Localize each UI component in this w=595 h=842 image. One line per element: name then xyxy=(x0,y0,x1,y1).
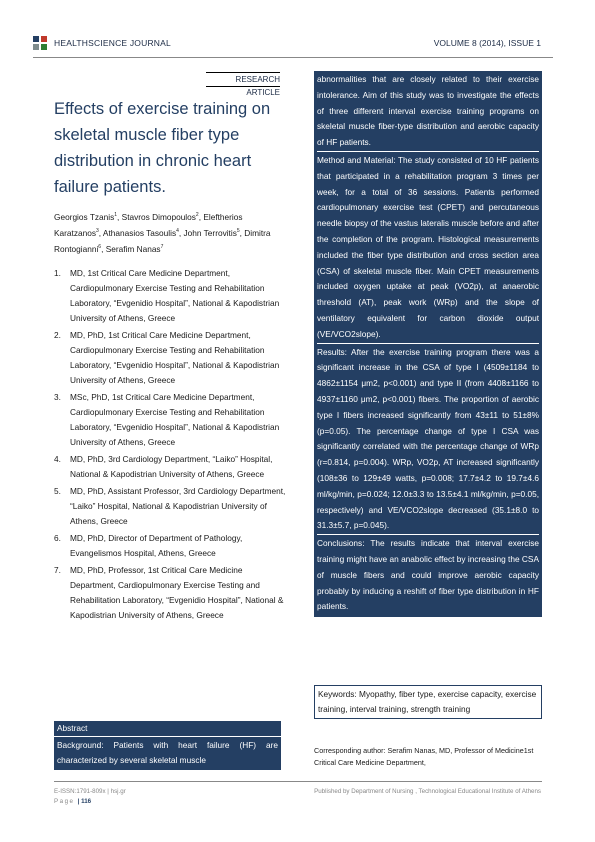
affiliation-item: 4. MD, PhD, 3rd Cardiology Department, “Laiko” Hospital, National & Kapodistrian University of Athens, Greece xyxy=(54,454,273,479)
author: Dimitra Rontogianni$^6$, xyxy=(54,228,271,255)
footer-divider xyxy=(54,781,542,782)
abstract-methods: Method and Material: The study consisted of 10 HF patients that participated in a rehabilitation program 3 times per week, for a total of 36 sessions. Patients performed cardiopulmonary exercise test (CPET) and percutaneous needle biopsy of the vastus lateralis muscle before and after the completion of the program. Histological measurements included the fiber type distribution and cross section area (CSA) of skeletal muscle fiber. Main CPET measurements included oxygen uptake at peak (VO2p), at anaerobic threshold (AT), peak work (WRp) and the slope of ventilatory equivalent for carbon dioxide output (VE/VCO2slope). xyxy=(317,151,539,343)
publisher-label: Published by Department of Nursing , Technological Educational Institute of Athens xyxy=(314,788,541,795)
affiliation-item: 6. MD, PhD, Director of Department of Pathology, Evangelismos Hospital, Athens, Greece xyxy=(54,533,243,558)
volume-issue: VOLUME 8 (2014), ISSUE 1 xyxy=(433,38,541,48)
author: Stavros Dimopoulos$^2$, xyxy=(121,211,204,222)
abstract-body xyxy=(314,71,542,617)
affiliation-item: 2. MD, PhD, 1st Critical Care Medicine Department, Cardiopulmonary Exercise Testing and Rehabilitation Laboratory, “Evgenidio Hospital”, National & Kapodistrian University of Athens, Greece xyxy=(54,330,280,385)
page-number: Page | 116 xyxy=(54,798,92,805)
abstract-results: Results: After the exercise training program there was a significant increase in the CSA of type I (4509±1184 to 4862±1154 μm2, p<0.001) and type II (from 4408±1166 to 4937±1160 μm2, p<0.001) fibers. The proportion of aerobic type I fibers increased significantly from 43±11 to 51±8% (p=0.05). The percentage change of type I CSA was significantly correlated with the percentage change of WRp (r=0.814, p=0.004). WRp, VO2p, AT increased significantly (108±36 to 129±49 watts, p=0.008; 17.7±4.2 to 19.7±4.6 ml/kg/min, p=0.024; 12.0±3.3 to 13.5±4.1 ml/kg/min, p=0.05, respectively) and VE/VCO2slope decreased (35.1±8.0 to 31.3±5.7, p=0.045). xyxy=(317,343,539,535)
abstract-background-end: abnormalities that are closely related to their exercise intolerance. Aim of this study was to investigate the effects of three different interval exercise training programs on skeletal muscle fiber-type distribution and aerobic capacity of HF patients. xyxy=(317,74,539,148)
keywords-box: Keywords: Myopathy, fiber type, exercise capacity, exercise training, interval training, strength training xyxy=(314,685,542,719)
journal-name: HEALTHSCIENCE JOURNAL xyxy=(54,38,171,48)
author: Athanasios Tasoulis$^4$, xyxy=(102,228,184,239)
corresponding-author: Corresponding author: Serafim Nanas, MD, Professor of Medicine1st Critical Care Medicine Department, xyxy=(314,746,534,767)
author: Georgios Tzanis$^1$, xyxy=(54,211,122,222)
header-divider xyxy=(33,57,553,58)
abstract-background-start: Background: Patients with heart failure (HF) are characterized by several skeletal muscle xyxy=(54,737,281,770)
journal-logo-icon xyxy=(33,36,47,50)
affiliation-item: 5. MD, PhD, Assistant Professor, 3rd Cardiology Department, “Laiko” Hospital, National & Kapodistrian University of Athens, Greece xyxy=(54,486,286,526)
affiliation-item: 7. MD, PhD, Professor, 1st Critical Care Medicine Department, Cardiopulmonary Exercise Testing and Rehabilitation Laboratory, “Evgenidio Hospital”, National & Kapodistrian University of Athens, Greece xyxy=(54,565,284,620)
affiliation-list xyxy=(54,266,286,625)
affiliation-item: 3. MSc, PhD, 1st Critical Care Medicine Department, Cardiopulmonary Exercise Testing and Rehabilitation Laboratory, “Evgenidio Hospital”, National & Kapodistrian University of Athens, Greece xyxy=(54,392,280,447)
issn-label: E-ISSN:1791-809x | hsj.gr xyxy=(54,788,126,795)
abstract-conclusions: Conclusions: The results indicate that interval exercise training might have an anabolic effect by increasing the CSA of muscle fibers and could improve aerobic capacity probably by inducing a reshift of fiber type distribution in HF patients. xyxy=(317,534,539,615)
article-title: Effects of exercise training on skeletal muscle fiber type distribution in chronic heart failure patients. xyxy=(54,100,271,196)
affiliation-item: 1. MD, 1st Critical Care Medicine Department, Cardiopulmonary Exercise Testing and Rehabilitation Laboratory, “Evgenidio Hospital”, National & Kapodistrian University of Athens, Greece xyxy=(54,268,280,323)
author: Eleftherios Karatzanos$^3$, xyxy=(54,211,243,239)
author-list xyxy=(54,208,284,257)
article-type-label: RESEARCH ARTICLE xyxy=(206,72,280,87)
author: Serafim Nanas$^7$ xyxy=(105,244,164,255)
author: John Terrovitis$^5$, xyxy=(183,228,245,239)
abstract-heading: Abstract xyxy=(54,721,281,736)
